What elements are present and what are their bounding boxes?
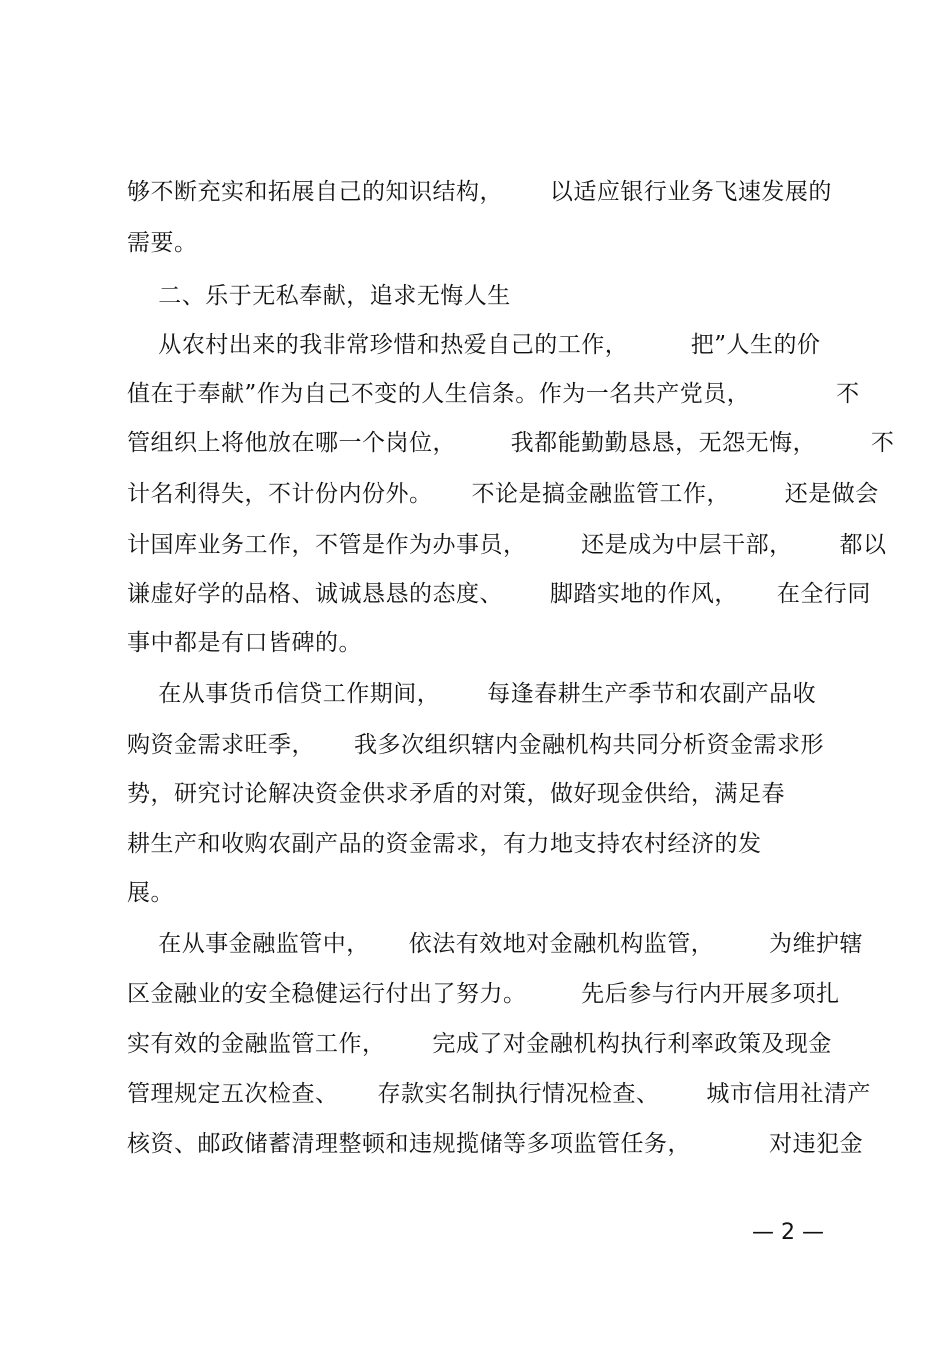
body-text-line: 区金融业的安全稳健运行付出了努力。 先后参与行内开展多项扎	[127, 981, 840, 1007]
body-text-line: 需要。	[127, 230, 198, 256]
page-number: — 2 —	[752, 1220, 824, 1245]
body-text-line: 管理规定五次检查、 存款实名制执行情况检查、 城市信用社清产	[127, 1081, 871, 1107]
section-heading: 二、乐于无私奉献，追求无悔人生	[127, 283, 511, 309]
body-text-line: 购资金需求旺季， 我多次组织辖内金融机构共同分析资金需求形	[127, 732, 825, 758]
body-text-line: 够不断充实和拓展自己的知识结构， 以适应银行业务飞速发展的	[127, 179, 832, 205]
body-text-line: 核资、邮政储蓄清理整顿和违规揽储等多项监管任务， 对违犯金	[127, 1131, 864, 1157]
body-text-line: 值在于奉献”作为自己不变的人生信条。作为一名共产党员， 不	[127, 381, 860, 407]
body-text-line: 耕生产和收购农副产品的资金需求，有力地支持农村经济的发	[127, 831, 762, 857]
body-text-line: 实有效的金融监管工作， 完成了对金融机构执行利率政策及现金	[127, 1031, 832, 1057]
body-text-line: 谦虚好学的品格、诚诚恳恳的态度、 脚踏实地的作风， 在全行同	[127, 581, 871, 607]
body-text-line: 计国库业务工作，不管是作为办事员， 还是成为中层干部， 都以	[127, 532, 887, 558]
body-text-line: 计名利得失，不计份内份外。 不论是搞金融监管工作， 还是做会	[127, 481, 879, 507]
body-text-line: 在从事金融监管中， 依法有效地对金融机构监管， 为维护辖	[127, 931, 863, 957]
body-text-line: 在从事货币信贷工作期间， 每逢春耕生产季节和农副产品收	[127, 681, 817, 707]
body-text-line: 事中都是有口皆碑的。	[127, 630, 362, 656]
body-text-line: 展。	[127, 880, 174, 906]
body-text-line: 势，研究讨论解决资金供求矛盾的对策，做好现金供给，满足春	[127, 781, 785, 807]
body-text-line: 从农村出来的我非常珍惜和热爱自己的工作， 把”人生的价	[127, 332, 821, 358]
body-text-line: 管组织上将他放在哪一个岗位， 我都能勤勤恳恳，无怨无悔， 不	[127, 430, 895, 456]
